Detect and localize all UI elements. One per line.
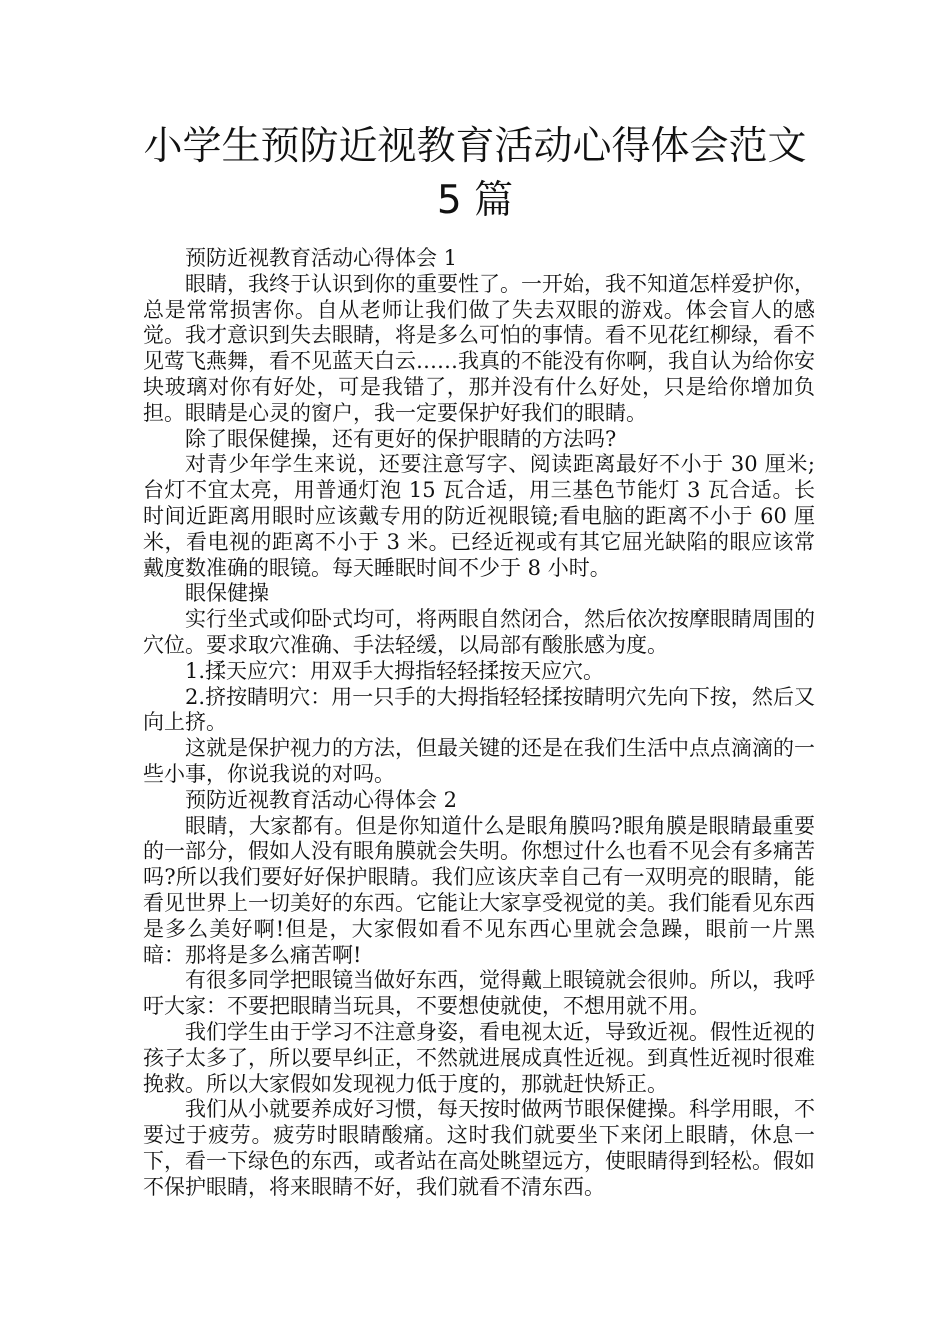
title-line-1: 小学生预防近视教育活动心得体会范文 [143,124,807,169]
body-paragraph: 实行坐式或仰卧式均可，将两眼自然闭合，然后依次按摩眼睛周围的穴位。要求取穴准确、手法轻缓，以局部有酸胀感为度。 [143,607,815,657]
body-paragraph: 除了眼保健操，还有更好的保护眼睛的方法吗? [185,426,617,451]
section-heading-1: 预防近视教育活动心得体会 1 [185,246,458,270]
body-paragraph: 对青少年学生来说，还要注意写字、阅读距离最好不小于 30 厘米;台灯不宜太亮，用普通灯泡 15 瓦合适，用三基色节能灯 3 瓦合适。长时间近距离用眼时应该戴专用的防近视眼镜;看电脑的距离不小于 60 厘米，看电视的距离不小于 3 米。已经近视或有其它屈光缺陷的眼应该常戴度数准确的眼镜。每天睡眠时间不少于 8 小时。 [143,452,815,580]
section-heading-2: 预防近视教育活动心得体会 2 [185,787,458,812]
title-line-2: 5 篇 [436,178,514,223]
document-title [100,120,850,228]
list-item: 1.揉天应穴：用双手大拇指轻轻揉按天应穴。 [185,658,605,683]
subheading-eye-exercise: 眼保健操 [185,581,269,606]
body-paragraph: 我们从小就要养成好习惯，每天按时做两节眼保健操。科学用眼，不要过于疲劳。疲劳时眼睛酸痛。这时我们就要坐下来闭上眼睛，休息一下，看一下绿色的东西，或者站在高处眺望远方，使眼睛得到轻松。假如不保护眼睛，将来眼睛不好，我们就看不清东西。 [143,1097,815,1199]
body-paragraph: 眼睛，我终于认识到你的重要性了。一开始，我不知道怎样爱护你，总是常常损害你。自从老师让我们做了失去双眼的游戏。体会盲人的感觉。我才意识到失去眼睛，将是多么可怕的事情。看不见花红柳绿，看不见莺飞燕舞，看不见蓝天白云……我真的不能没有你啊，我自认为给你安块玻璃对你有好处，可是我错了，那并没有什么好处，只是给你增加负担。眼睛是心灵的窗户，我一定要保护好我们的眼睛。 [143,271,815,425]
body-paragraph: 眼睛，大家都有。但是你知道什么是眼角膜吗?眼角膜是眼睛最重要的一部分，假如人没有眼角膜就会失明。你想过什么也看不见会有多痛苦吗?所以我们要好好保护眼睛。我们应该庆幸自己有一双明亮的眼睛，能看见世界上一切美好的东西。它能让大家享受视觉的美。我们能看见东西是多么美好啊!但是，大家假如看不见东西心里就会急躁，眼前一片黑暗：那将是多么痛苦啊! [143,813,815,967]
body-paragraph: 这就是保护视力的方法，但最关键的还是在我们生活中点点滴滴的一些小事，你说我说的对吗。 [143,736,815,786]
document-body [143,246,815,1200]
body-paragraph: 有很多同学把眼镜当做好东西，觉得戴上眼镜就会很帅。所以，我呼吁大家：不要把眼睛当玩具，不要想使就使，不想用就不用。 [143,968,815,1019]
list-item: 2.挤按睛明穴：用一只手的大拇指轻轻揉按睛明穴先向下按，然后又向上挤。 [143,684,815,735]
body-paragraph: 我们学生由于学习不注意身姿，看电视太近，导致近视。假性近视的孩子太多了，所以要早纠正，不然就进展成真性近视。到真性近视时很难挽救。所以大家假如发现视力低于度的，那就赶快矫正。 [143,1019,815,1096]
